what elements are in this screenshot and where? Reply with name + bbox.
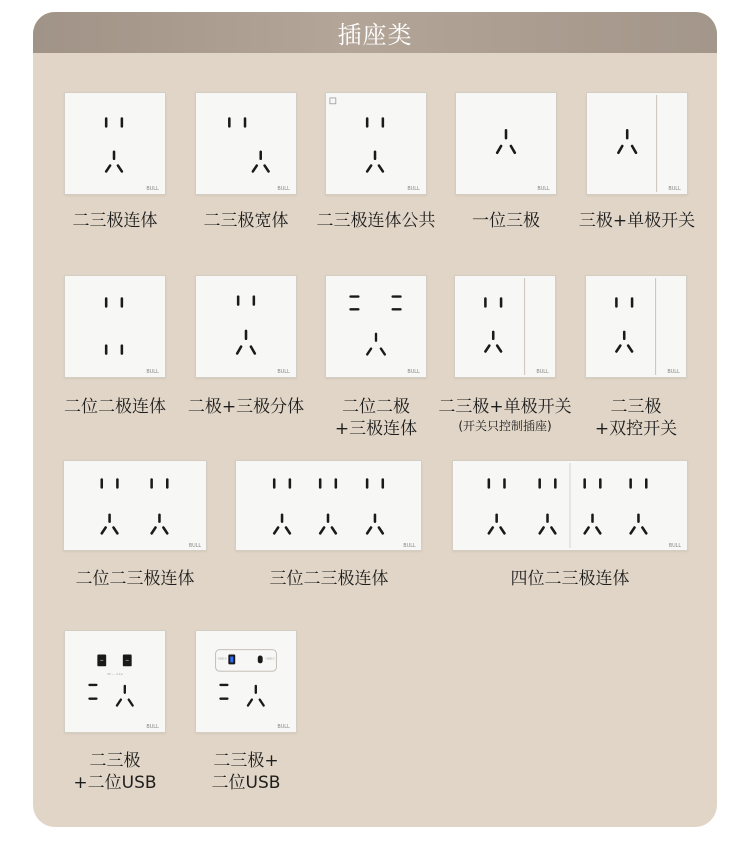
outlet-2-3-usb-c-drawing (196, 631, 296, 732)
svg-text:BULL: BULL (146, 186, 159, 193)
outlet-double-2-pin-drawing (65, 276, 165, 377)
item-label-line-2: +二位USB (73, 773, 157, 793)
svg-text:BULL: BULL (277, 369, 290, 376)
item-label: 三极+单极开关 (578, 211, 696, 231)
outlet-2-3-usb-a-drawing (65, 631, 165, 732)
outlet-double-2-plus-3-drawing (326, 276, 426, 377)
outlet-3-pin-icon[interactable] (455, 92, 557, 195)
item-label (556, 396, 716, 440)
svg-text:BULL: BULL (407, 369, 420, 376)
section-title: 插座类 (337, 21, 413, 49)
outlet-4-gang-2-3-drawing (453, 461, 687, 550)
item-label: 二位二三极连体 (75, 569, 195, 589)
item-label-line-1: 二三极+ (213, 751, 279, 771)
outlet-2-3-switch-icon[interactable] (454, 275, 556, 378)
svg-text:BULL: BULL (407, 186, 420, 193)
outlet-2-gang-2-3-icon[interactable] (63, 460, 207, 551)
outlet-2-3-public-icon[interactable] (325, 92, 427, 195)
outlet-double-2-plus-3-icon[interactable] (325, 275, 427, 378)
outlet-3-gang-2-3-icon[interactable] (235, 460, 422, 551)
item-label-line-1: 二三极 (610, 397, 662, 417)
outlet-3-pin-drawing (456, 93, 556, 194)
item-label: 三位二三极连体 (269, 569, 389, 589)
outlet-2-3-usb-a-icon[interactable] (64, 630, 166, 733)
svg-text:BULL: BULL (146, 724, 159, 731)
svg-text:BULL: BULL (188, 543, 202, 550)
svg-text:BULL: BULL (277, 186, 290, 193)
item-label: 一位三极 (472, 211, 540, 231)
outlet-double-2-pin-icon[interactable] (64, 275, 166, 378)
outlet-2-3-icon[interactable] (64, 92, 166, 195)
svg-text:BULL: BULL (668, 543, 682, 550)
svg-text:5V --- 2.1A: 5V --- 2.1A (107, 672, 123, 677)
outlet-3-pin-switch-drawing (587, 93, 687, 194)
item-label-line-1: 二位二极 (342, 397, 410, 417)
outlet-2-3-dual-switch-icon[interactable] (585, 275, 687, 378)
outlet-2-3-usb-c-icon[interactable] (195, 630, 297, 733)
outlet-2-3-wide-drawing (196, 93, 296, 194)
svg-text:USB-C: USB-C (265, 656, 275, 661)
svg-text:BULL: BULL (403, 543, 416, 550)
item-label: 二三极连体 (72, 211, 158, 231)
outlet-2-3-wide-icon[interactable] (195, 92, 297, 195)
svg-text:BULL: BULL (668, 186, 681, 193)
section-header (33, 12, 717, 53)
svg-text:BULL: BULL (537, 186, 550, 193)
item-label-line-2: +双控开关 (594, 419, 678, 439)
item-label: 二三极连体公共 (316, 211, 436, 231)
item-label: 四位二三极连体 (510, 569, 630, 589)
item-label-main: 二三极+单极开关 (438, 397, 572, 417)
outlet-2-3-dual-switch-drawing (586, 276, 686, 377)
item-label: 二位二极连体 (64, 397, 166, 417)
svg-text:BULL: BULL (667, 369, 680, 376)
item-label: 二三极宽体 (203, 211, 289, 231)
outlet-2-3-drawing (65, 93, 165, 194)
item-label: 二极+三极分体 (187, 397, 305, 417)
outlet-2-3-public-drawing (326, 93, 426, 194)
item-label-line-2: 二位USB (211, 773, 281, 793)
outlet-2-gang-2-3-drawing (64, 461, 206, 550)
item-label (166, 750, 326, 794)
outlet-2-3-switch-drawing (455, 276, 555, 377)
item-label-note: (开关只控制插座) (458, 419, 552, 433)
item-label-line-2: +三极连体 (334, 419, 418, 439)
outlet-2-plus-3-drawing (196, 276, 296, 377)
svg-text:USB-A: USB-A (217, 656, 227, 661)
outlet-4-gang-2-3-icon[interactable] (452, 460, 688, 551)
product-card (33, 12, 717, 827)
outlet-2-plus-3-icon[interactable] (195, 275, 297, 378)
svg-text:BULL: BULL (536, 369, 549, 376)
outlet-3-gang-2-3-drawing (236, 461, 421, 550)
item-label-line-1: 二三极 (89, 751, 141, 771)
svg-text:BULL: BULL (146, 369, 159, 376)
outlet-3-pin-switch-icon[interactable] (586, 92, 688, 195)
svg-text:BULL: BULL (277, 724, 290, 731)
